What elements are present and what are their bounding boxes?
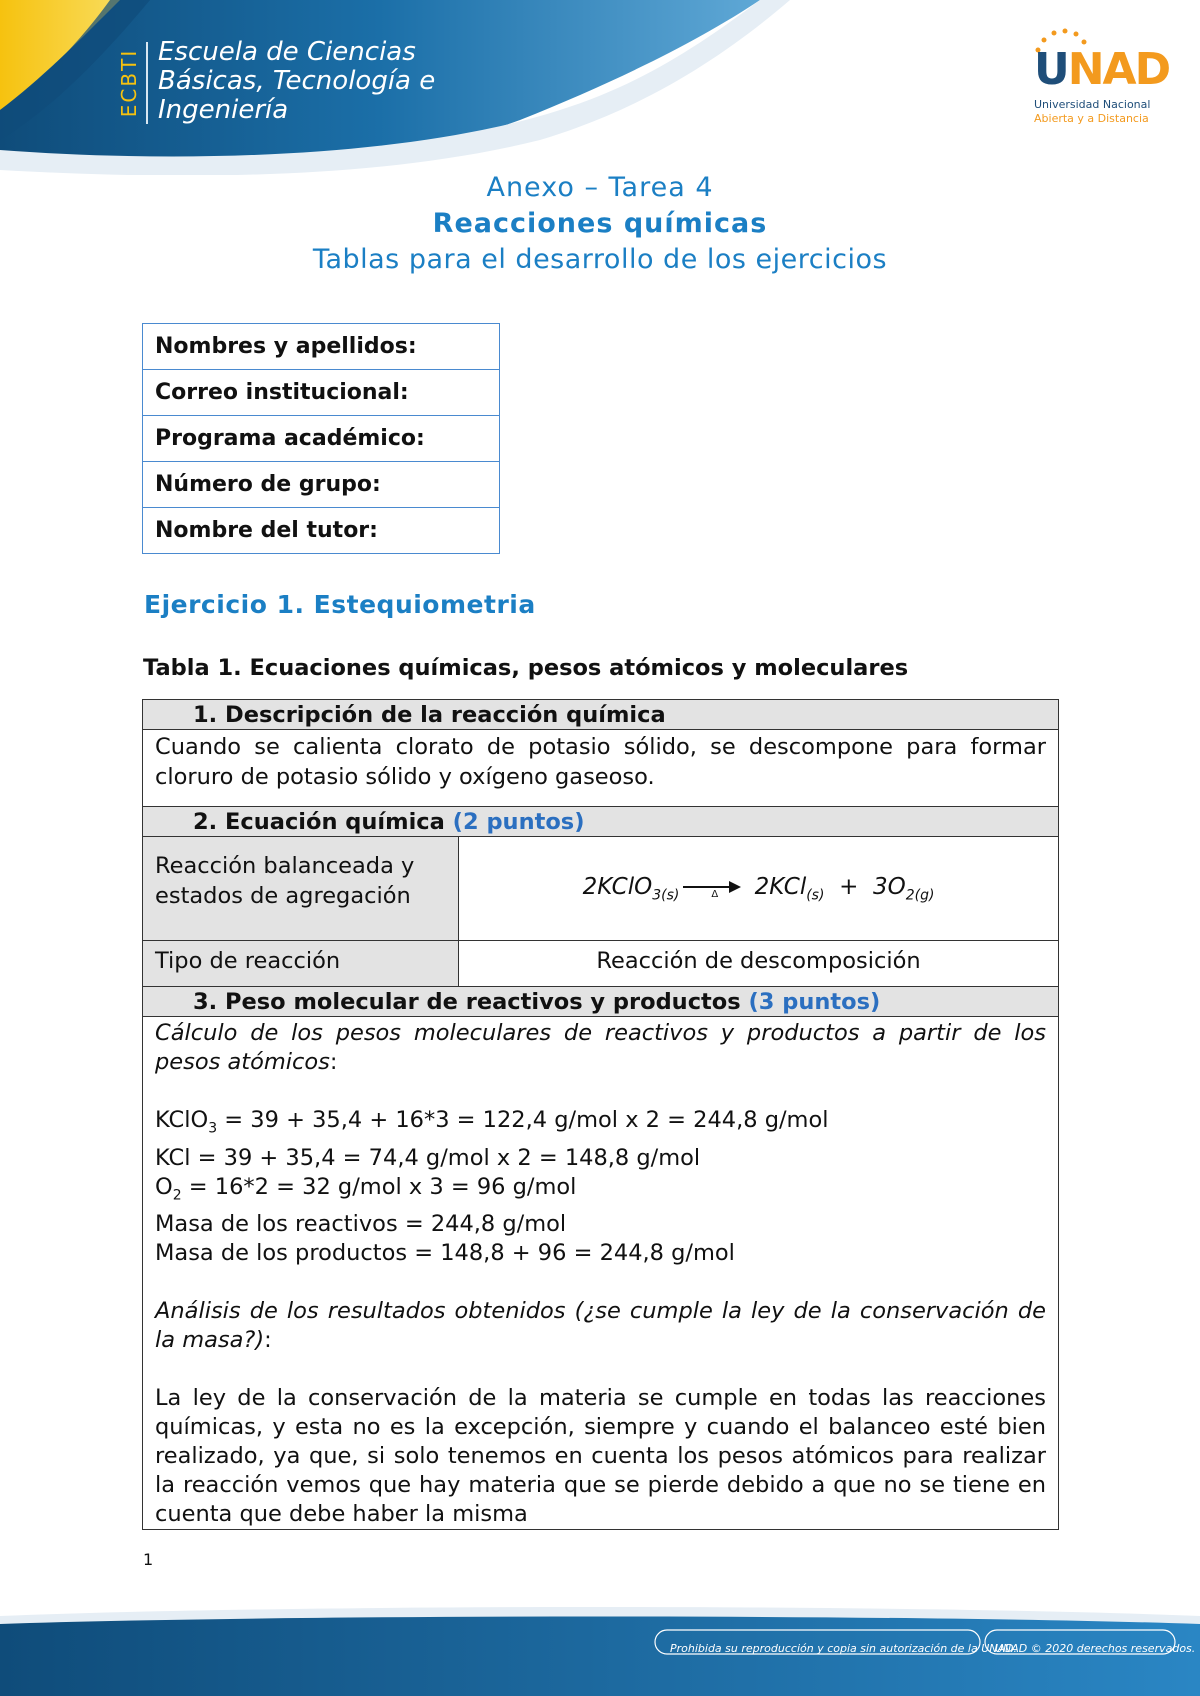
school-name-line: Ingeniería xyxy=(158,95,289,125)
info-field[interactable]: Nombre del tutor: xyxy=(143,508,500,554)
analysis-text: La ley de la conservación de la materia se cumple en todas las reacciones químicas, y esta no es la excepción, siempre y cuando el balanceo esté bien realizado, ya que, si solo tenemos en cuenta los pesos atómicos para realizar la reacción vemos que hay materia que se pierde debido a que no se tiene en cuenta que debe haber la misma xyxy=(155,1385,1046,1527)
calc-line: Masa de los reactivos = 244,8 g/mol xyxy=(155,1211,567,1237)
title-line: Anexo – Tarea 4 xyxy=(486,172,714,203)
table-row xyxy=(143,1017,1059,1530)
table-row xyxy=(143,837,1059,941)
logo-subtitle: Abierta y a Distancia xyxy=(1034,112,1149,125)
unad-logo xyxy=(1030,28,1170,128)
school-name xyxy=(158,38,435,125)
chemical-equation[interactable]: 2KClO$_{3(s)}$ Δ $2KCl_{(s)} + 3O_{2(g)}$ xyxy=(459,837,1059,941)
school-name-line: Básicas, Tecnología e xyxy=(158,66,436,96)
analysis-question: Análisis de los resultados obtenidos (¿se cumple la ley de la conservación de la masa?): xyxy=(155,1298,1046,1353)
document-title xyxy=(0,170,1200,278)
logo-subtitle: Universidad Nacional xyxy=(1034,98,1151,111)
points-badge: (3 puntos) xyxy=(748,989,881,1015)
reaction-type-label: Tipo de reacción xyxy=(143,941,459,987)
table-row xyxy=(143,508,500,554)
reaction-description: Cuando se calienta clorato de potasio sólido, se descompone para formar cloruro de potasio sólido y oxígeno gaseoso. xyxy=(143,730,1059,807)
title-line: Reacciones químicas xyxy=(432,208,768,239)
section-header: 2. Ecuación química (2 puntos) xyxy=(143,807,1059,837)
ecbti-divider xyxy=(146,42,148,124)
table-row xyxy=(143,324,500,370)
table-row xyxy=(143,700,1059,730)
student-info-table xyxy=(142,323,500,554)
info-field[interactable]: Número de grupo: xyxy=(143,462,500,508)
title-line: Tablas para el desarrollo de los ejercicios xyxy=(312,244,888,275)
footer-rights: UNAD © 2020 derechos reservados. xyxy=(995,1642,1196,1655)
table-row xyxy=(143,462,500,508)
table-row xyxy=(143,807,1059,837)
section-header: 3. Peso molecular de reactivos y productos (3 puntos) xyxy=(143,987,1059,1017)
reaction-arrow-icon: Δ xyxy=(683,880,741,894)
calc-line: $O_2 = 16*2 = 32$ g/mol x 3 = 96 g/mol xyxy=(155,1173,577,1203)
reaction-type-value[interactable]: Reacción de descomposición xyxy=(459,941,1059,987)
exercise-heading: Ejercicio 1. Estequiometria xyxy=(144,590,536,619)
calc-intro: Cálculo de los pesos moleculares de reactivos y productos a partir de los pesos atómicos: xyxy=(155,1020,1046,1075)
info-field[interactable]: Nombres y apellidos: xyxy=(143,324,500,370)
info-field[interactable]: Programa académico: xyxy=(143,416,500,462)
table-row xyxy=(143,370,500,416)
logo-wordmark: UNAD xyxy=(1034,44,1170,95)
table-row xyxy=(143,941,1059,987)
ecbti-label: ECBTI xyxy=(117,48,141,118)
table-row xyxy=(143,987,1059,1017)
table-caption: Tabla 1. Ecuaciones químicas, pesos atómicos y moleculares xyxy=(143,655,909,681)
school-name-line: Escuela de Ciencias xyxy=(158,37,416,67)
section-header: 1. Descripción de la reacción química xyxy=(143,700,1059,730)
balanced-label: Reacción balanceada y estados de agregación xyxy=(143,837,459,941)
info-field[interactable]: Correo institucional: xyxy=(143,370,500,416)
footer-copyright-notice: Prohibida su reproducción y copia sin autorización de la UNAD. xyxy=(670,1642,1017,1655)
calc-line: KClO$_3$ = 39 + 35,4 + 16*3 = 122,4 g/mol x 2 = 244,8 g/mol xyxy=(155,1107,829,1137)
calc-line: Masa de los productos = 148,8 + 96 = 244,8 g/mol xyxy=(155,1240,735,1266)
page-number: 1 xyxy=(143,1550,154,1569)
points-badge: (2 puntos) xyxy=(452,809,585,835)
table-row xyxy=(143,730,1059,807)
table-row xyxy=(143,416,500,462)
calc-line: KCl = 39 + 35,4 = 74,4 g/mol x 2 = 148,8 g/mol xyxy=(155,1144,701,1171)
molecular-weight-calculation[interactable] xyxy=(143,1017,1059,1530)
reaction-table xyxy=(142,699,1059,1530)
